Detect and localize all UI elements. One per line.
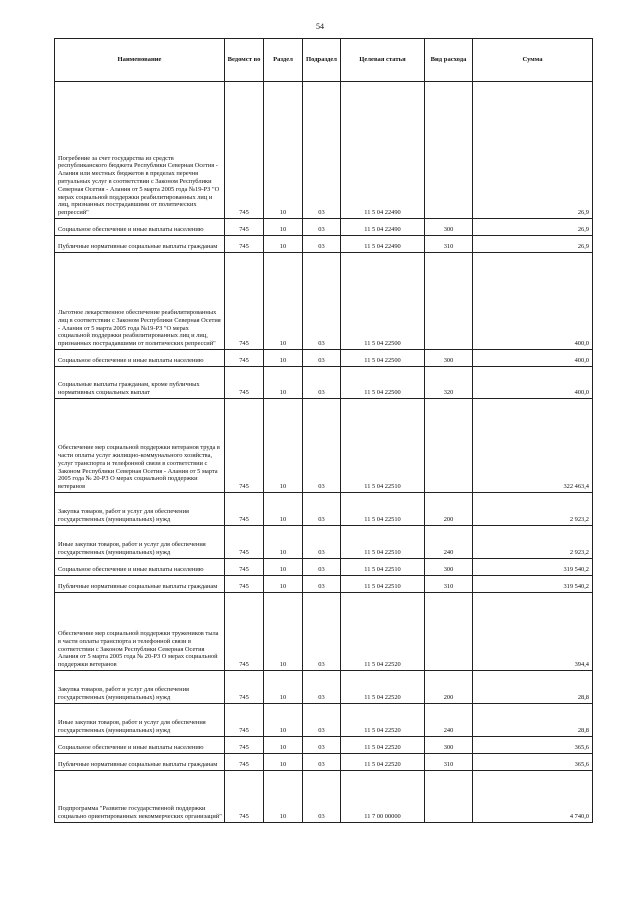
row-section: 10 — [264, 82, 303, 219]
header-name: Наименование — [55, 39, 225, 82]
row-kind: 200 — [425, 671, 473, 704]
table-row — [55, 526, 593, 559]
row-section: 10 — [264, 671, 303, 704]
row-kind: 200 — [425, 493, 473, 526]
row-section: 10 — [264, 219, 303, 236]
row-sum: 2 923,2 — [473, 526, 593, 559]
row-section: 10 — [264, 559, 303, 576]
row-dept: 745 — [225, 399, 264, 493]
table-row — [55, 399, 593, 493]
row-target: 11 5 04 22520 — [341, 671, 425, 704]
table-row — [55, 236, 593, 253]
row-section: 10 — [264, 253, 303, 350]
row-dept: 745 — [225, 367, 264, 399]
table-row — [55, 737, 593, 754]
row-target: 11 5 04 22520 — [341, 754, 425, 771]
row-target: 11 5 04 22520 — [341, 593, 425, 671]
row-target: 11 5 04 22520 — [341, 737, 425, 754]
table-row — [55, 593, 593, 671]
row-dept: 745 — [225, 493, 264, 526]
row-sum: 4 740,0 — [473, 771, 593, 823]
row-section: 10 — [264, 576, 303, 593]
row-section: 10 — [264, 367, 303, 399]
row-section: 10 — [264, 771, 303, 823]
row-section: 10 — [264, 236, 303, 253]
row-dept: 745 — [225, 737, 264, 754]
row-subsection: 03 — [303, 493, 341, 526]
row-sum: 322 463,4 — [473, 399, 593, 493]
row-sum: 26,9 — [473, 82, 593, 219]
row-sum: 319 540,2 — [473, 559, 593, 576]
row-sum: 400,0 — [473, 350, 593, 367]
row-name: Закупка товаров, работ и услуг для обеспечения государственных (муниципальных) нужд — [55, 671, 225, 704]
row-target: 11 5 04 22490 — [341, 236, 425, 253]
row-subsection: 03 — [303, 576, 341, 593]
row-dept: 745 — [225, 559, 264, 576]
row-name: Обеспечение мер социальной поддержки ветеранов труда в части оплаты услуг жилищно-коммунального хозяйства, услуг транспорта и телефонной связи в соответствии с Законом Республики Северная Осетия - Алания от 5 марта 2005 года № 20-РЗ О мерах социальной поддержки ветеранов — [55, 399, 225, 493]
row-section: 10 — [264, 493, 303, 526]
row-name: Закупка товаров, работ и услуг для обеспечения государственных (муниципальных) нужд — [55, 493, 225, 526]
row-subsection: 03 — [303, 350, 341, 367]
row-target: 11 5 04 22510 — [341, 576, 425, 593]
row-name: Социальное обеспечение и иные выплаты населению — [55, 737, 225, 754]
row-subsection: 03 — [303, 236, 341, 253]
row-kind: 240 — [425, 704, 473, 737]
row-dept: 745 — [225, 671, 264, 704]
row-subsection: 03 — [303, 367, 341, 399]
row-dept: 745 — [225, 526, 264, 559]
row-dept: 745 — [225, 82, 264, 219]
row-kind: 300 — [425, 737, 473, 754]
table-row — [55, 350, 593, 367]
row-dept: 745 — [225, 253, 264, 350]
row-name: Публичные нормативные социальные выплаты гражданам — [55, 236, 225, 253]
table-row — [55, 704, 593, 737]
row-dept: 745 — [225, 350, 264, 367]
row-name: Социальное обеспечение и иные выплаты населению — [55, 219, 225, 236]
header-row — [55, 39, 593, 82]
row-name: Публичные нормативные социальные выплаты гражданам — [55, 754, 225, 771]
table-row — [55, 367, 593, 399]
row-name: Льготное лекарственное обеспечение реабилитированных лиц в соответствии с Законом Республики Северная Осетия - Алания от 5 марта 2005 года №19-РЗ "О мерах социальной поддержки реабилитированных лиц и лиц, признанных пострадавшими от политических репрессий" — [55, 253, 225, 350]
row-sum: 394,4 — [473, 593, 593, 671]
table-row — [55, 559, 593, 576]
row-kind: 310 — [425, 236, 473, 253]
header-section: Раздел — [264, 39, 303, 82]
header-target: Целевая статья — [341, 39, 425, 82]
table-row — [55, 219, 593, 236]
row-section: 10 — [264, 704, 303, 737]
row-sum: 365,6 — [473, 754, 593, 771]
row-kind — [425, 82, 473, 219]
header-subsection: Подраздел — [303, 39, 341, 82]
row-dept: 745 — [225, 236, 264, 253]
row-kind — [425, 253, 473, 350]
row-name: Социальное обеспечение и иные выплаты населению — [55, 559, 225, 576]
row-target: 11 5 04 22500 — [341, 253, 425, 350]
table-row — [55, 771, 593, 823]
row-target: 11 5 04 22510 — [341, 399, 425, 493]
row-kind — [425, 399, 473, 493]
row-kind: 300 — [425, 350, 473, 367]
table-row — [55, 253, 593, 350]
table-row — [55, 82, 593, 219]
row-name: Иные закупки товаров, работ и услуг для обеспечения государственных (муниципальных) нужд — [55, 704, 225, 737]
row-section: 10 — [264, 754, 303, 771]
row-kind: 300 — [425, 559, 473, 576]
row-subsection: 03 — [303, 526, 341, 559]
row-subsection: 03 — [303, 82, 341, 219]
header-sum: Сумма — [473, 39, 593, 82]
row-target: 11 5 04 22500 — [341, 367, 425, 399]
row-target: 11 5 04 22510 — [341, 526, 425, 559]
header-kind: Вид расхода — [425, 39, 473, 82]
row-sum: 319 540,2 — [473, 576, 593, 593]
row-target: 11 5 04 22510 — [341, 493, 425, 526]
row-dept: 745 — [225, 754, 264, 771]
row-name: Иные закупки товаров, работ и услуг для обеспечения государственных (муниципальных) нужд — [55, 526, 225, 559]
row-dept: 745 — [225, 771, 264, 823]
table-row — [55, 493, 593, 526]
row-sum: 26,9 — [473, 236, 593, 253]
row-dept: 745 — [225, 219, 264, 236]
row-dept: 745 — [225, 704, 264, 737]
row-target: 11 5 04 22490 — [341, 82, 425, 219]
row-subsection: 03 — [303, 771, 341, 823]
row-kind — [425, 771, 473, 823]
row-sum: 26,9 — [473, 219, 593, 236]
row-name: Подпрограмма "Развитие государственной поддержки социально ориентированных некоммерческих организаций" — [55, 771, 225, 823]
row-name: Социальные выплаты гражданам, кроме публичных нормативных социальных выплат — [55, 367, 225, 399]
row-subsection: 03 — [303, 704, 341, 737]
row-sum: 2 923,2 — [473, 493, 593, 526]
row-kind: 300 — [425, 219, 473, 236]
row-section: 10 — [264, 593, 303, 671]
row-subsection: 03 — [303, 593, 341, 671]
row-target: 11 7 00 00000 — [341, 771, 425, 823]
row-sum: 28,8 — [473, 671, 593, 704]
row-kind: 310 — [425, 754, 473, 771]
row-target: 11 5 04 22500 — [341, 350, 425, 367]
row-kind — [425, 593, 473, 671]
row-name: Публичные нормативные социальные выплаты гражданам — [55, 576, 225, 593]
row-dept: 745 — [225, 576, 264, 593]
row-subsection: 03 — [303, 399, 341, 493]
row-subsection: 03 — [303, 754, 341, 771]
row-sum: 400,0 — [473, 253, 593, 350]
budget-table — [54, 38, 593, 823]
table-row — [55, 671, 593, 704]
row-subsection: 03 — [303, 671, 341, 704]
row-kind: 240 — [425, 526, 473, 559]
table-row — [55, 576, 593, 593]
row-sum: 400,0 — [473, 367, 593, 399]
row-dept: 745 — [225, 593, 264, 671]
row-subsection: 03 — [303, 737, 341, 754]
row-target: 11 5 04 22520 — [341, 704, 425, 737]
row-sum: 28,8 — [473, 704, 593, 737]
row-name: Погребение за счет государства из средств республиканского бюджета Республики Северная Осетия - Алания или местных бюджетов в пределах перечня ритуальных услуг в соответствии с Законом Республики Северная Осетия - Алания от 5 марта 2005 года №19-РЗ "О мерах социальной поддержки реабилитированных лиц и лиц, признанных пострадавшими от политических репрессий" — [55, 82, 225, 219]
row-kind: 310 — [425, 576, 473, 593]
row-section: 10 — [264, 350, 303, 367]
row-target: 11 5 04 22490 — [341, 219, 425, 236]
row-subsection: 03 — [303, 253, 341, 350]
row-subsection: 03 — [303, 219, 341, 236]
row-section: 10 — [264, 737, 303, 754]
row-kind: 320 — [425, 367, 473, 399]
header-dept: Ведомст во — [225, 39, 264, 82]
row-name: Обеспечение мер социальной поддержки тружеников тыла в части оплаты транспорта и телефонной связи в соответствии с Законом Республики Северная Осетия Алания от 5 марта 2005 года № 20-РЗ О мерах социальной поддержки ветеранов — [55, 593, 225, 671]
page-number: 54 — [316, 22, 324, 31]
table-row — [55, 754, 593, 771]
row-subsection: 03 — [303, 559, 341, 576]
row-target: 11 5 04 22510 — [341, 559, 425, 576]
row-section: 10 — [264, 399, 303, 493]
row-name: Социальное обеспечение и иные выплаты населению — [55, 350, 225, 367]
row-sum: 365,6 — [473, 737, 593, 754]
row-section: 10 — [264, 526, 303, 559]
